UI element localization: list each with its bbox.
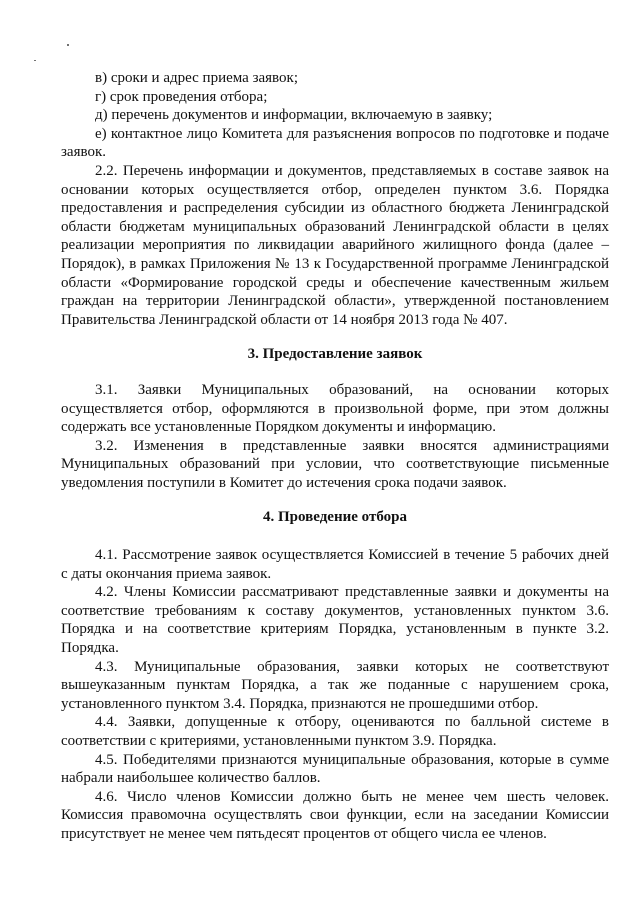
paragraph-3-1: 3.1. Заявки Муниципальных образований, на основании которых осуществляется отбор, оформляются в произвольной форме, при этом должны содержать все установленные Порядком документы и информацию.	[61, 381, 609, 436]
paragraph-4-2: 4.2. Члены Комиссии рассматривают представленные заявки и документы на соответствие требованиям к составу документов, установленных пунктом 3.6. Порядка и на соответствие критериям Порядка, установленным в пункте 3.2. Порядка.	[61, 584, 609, 657]
paragraph-4-3: 4.3. Муниципальные образования, заявки которых не соответствуют вышеуказанным пунктам Порядка, а так же поданные с нарушением срока, установленного пунктом 3.4. Порядка, признаются не прошедшими отбор.	[61, 658, 609, 712]
section-3-heading: 3. Предоставление заявок	[247, 346, 423, 363]
list-item: г) срок проведения отбора;	[95, 88, 268, 105]
paragraph-2-2: 2.2. Перечень информации и документов, представляемых в составе заявок на основании которых осуществляется отбор, определен пунктом 3.6. Порядка предоставления и распределения субсидии из областного бюджета Ленинградской области бюджетам муниципальных образований Ленинградской области в целях реализации мероприятия по ликвидации аварийного жилищного фонда (далее – Порядок), в рамках Приложения № 13 к Государственной программе Ленинградской области «Формирование городской среды и обеспечение качественным жильем граждан на территории Ленинградской области», утвержденной постановлением Правительства Ленинградской области от 14 ноября 2013 года № 407.	[61, 162, 609, 328]
paragraph-4-6: 4.6. Число членов Комиссии должно быть не менее чем шесть человек. Комиссия правомочна осуществлять свои функции, если на заседании Комиссии присутствует не менее чем пятьдесят процентов от общего числа ее членов.	[61, 788, 609, 842]
paragraph-4-1: 4.1. Рассмотрение заявок осуществляется Комиссией в течение 5 рабочих дней с даты окончания приема заявок.	[61, 547, 609, 582]
section-4-heading: 4. Проведение отбора	[263, 509, 407, 526]
paragraph-4-5: 4.5. Победителями признаются муниципальные образования, которые в сумме набрали наибольшее количество баллов.	[61, 751, 609, 787]
scan-speck	[67, 44, 69, 46]
paragraph-4-4: 4.4. Заявки, допущенные к отбору, оцениваются по балльной системе в соответствии с критериями, установленными пунктом 3.9. Порядка.	[61, 714, 609, 749]
list-item: д) перечень документов и информации, включаемую в заявку;	[95, 107, 493, 124]
paragraph-3-2: 3.2. Изменения в представленные заявки вносятся администрациями Муниципальных образований при условии, что соответствующие письменные уведомления поступили в Комитет до истечения срока подачи заявок.	[61, 437, 609, 491]
document-body	[61, 69, 609, 844]
list-item: в) сроки и адрес приема заявок;	[95, 70, 298, 86]
scan-speck	[34, 60, 36, 61]
list-item: е) контактное лицо Комитета для разъяснения вопросов по подготовке и подаче заявок.	[61, 125, 609, 161]
